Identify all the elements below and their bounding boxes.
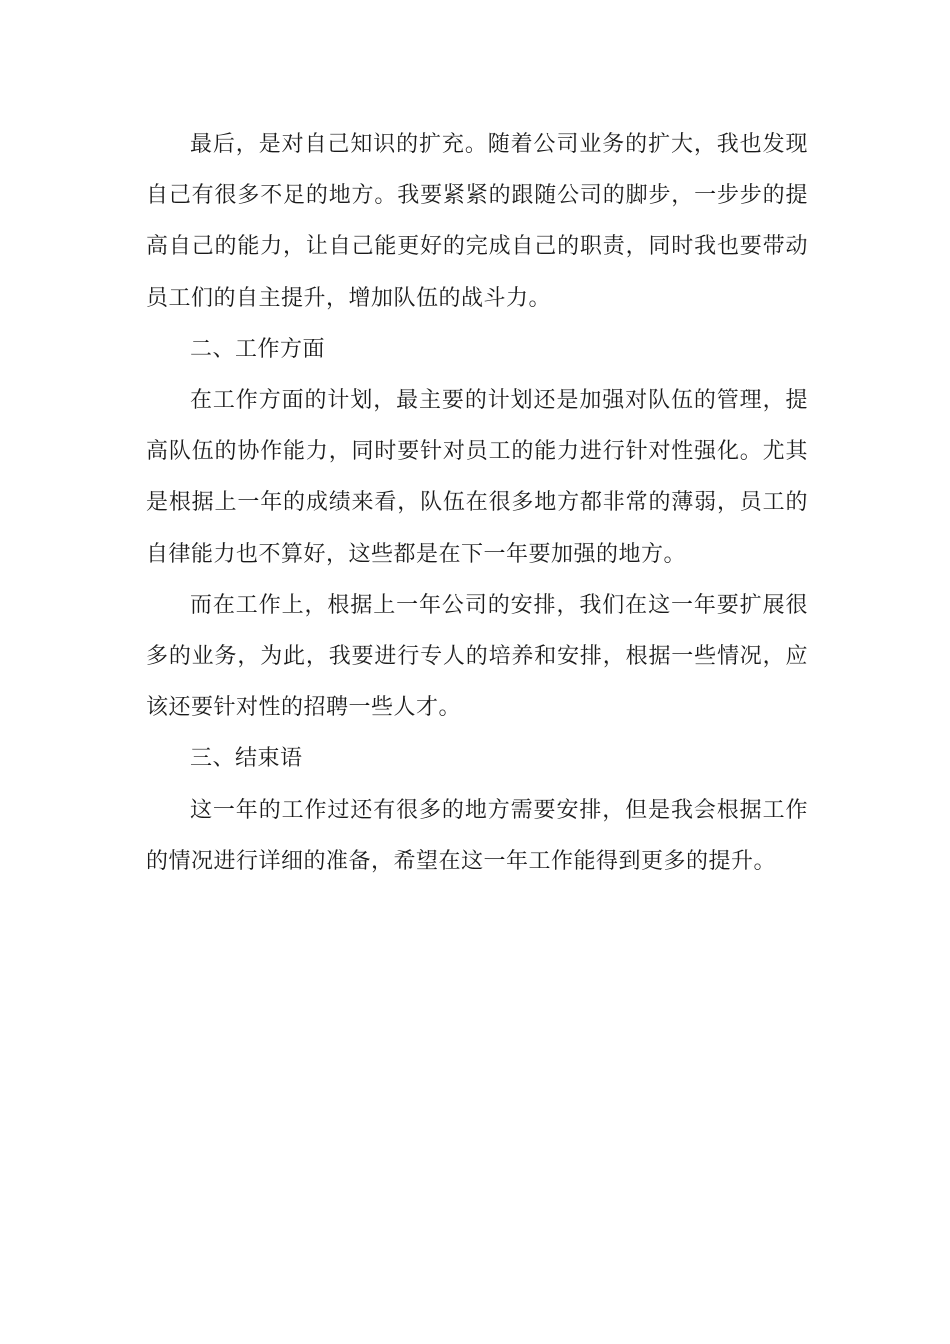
paragraph-work-plan: 在工作方面的计划，最主要的计划还是加强对队伍的管理，提高队伍的协作能力，同时要针对员工的能力进行针对性强化。尤其是根据上一年的成绩来看，队伍在很多地方都非常的薄弱，员工的自律能力也不算好，这些都是在下一年要加强的地方。 bbox=[146, 388, 808, 567]
paragraph-conclusion: 这一年的工作过还有很多的地方需要安排，但是我会根据工作的情况进行详细的准备，希望在这一年工作能得到更多的提升。 bbox=[146, 797, 808, 874]
document-body bbox=[146, 119, 808, 887]
section-heading-conclusion: 三、结束语 bbox=[190, 746, 303, 772]
paragraph-knowledge-expansion: 最后，是对自己知识的扩充。随着公司业务的扩大，我也发现自己有很多不足的地方。我要紧紧的跟随公司的脚步，一步步的提高自己的能力，让自己能更好的完成自己的职责，同时我也要带动员工们的自主提升，增加队伍的战斗力。 bbox=[146, 132, 808, 311]
paragraph-work-business: 而在工作上，根据上一年公司的安排，我们在这一年要扩展很多的业务，为此，我要进行专人的培养和安排，根据一些情况，应该还要针对性的招聘一些人才。 bbox=[146, 592, 808, 721]
section-heading-work: 二、工作方面 bbox=[190, 336, 326, 362]
